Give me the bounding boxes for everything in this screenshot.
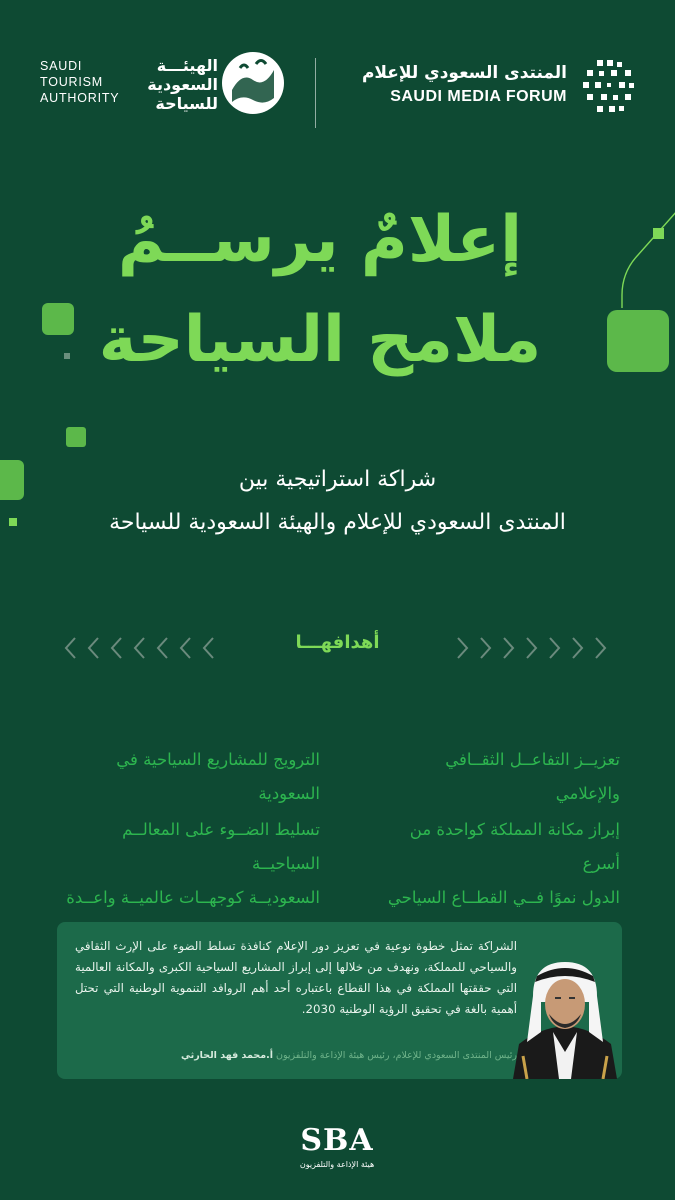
main-title-line-1: إعلامٌ يرســمُ bbox=[117, 203, 523, 277]
header-divider bbox=[315, 58, 316, 128]
subtitle-line-1: شراكة استراتيجية بين bbox=[238, 467, 437, 492]
quote-author-title: رئيس المنتدى السعودي للإعلام، رئيس هيئة الإذاعة والتلفزيون bbox=[276, 1050, 517, 1061]
quote-text: الشراكة تمثل خطوة نوعية في تعزيز دور الإعلام كنافذة تسلط الضوء على الإرث الثقافي والسياحي للمملكة، ونهدف من خلالها إلى إبراز المشاريع السياحية الكبرى والمكانة العالمية التي حققتها المملكة في هذا القطاع باعتباره أحد أهم الروافد التنموية الوطنية التي تحتل أهمية بالغة في تحقيق الرؤية الوطنية 2030. bbox=[75, 939, 517, 1016]
goal-item bbox=[380, 743, 620, 811]
smf-name-ar: المنتدى السعودي للإعلام bbox=[361, 63, 567, 83]
tourism-name-ar bbox=[122, 56, 218, 113]
deco-curve bbox=[610, 200, 675, 320]
sba-subtitle: هيئة الإذاعة والتلفزيون bbox=[299, 1160, 375, 1169]
goal-line: الترويج للمشاريع السياحية في السعودية bbox=[116, 750, 320, 803]
goal-line: تعزيــز التفاعــل الثقــافي والإعلامي bbox=[445, 750, 620, 803]
sba-mark: SBA bbox=[300, 1123, 374, 1158]
sba-logo bbox=[287, 1124, 387, 1169]
subtitle-line-2: المنتدى السعودي للإعلام والهيئة السعودية للسياحة bbox=[109, 510, 566, 535]
goal-item bbox=[55, 743, 320, 811]
tourism-ar-line: للسياحة bbox=[155, 94, 218, 113]
tourism-en-line: TOURISM bbox=[40, 75, 104, 89]
tourism-emblem-icon bbox=[220, 50, 286, 116]
goal-line: إبراز مكانة المملكة كواحدة من أسرع bbox=[409, 820, 620, 873]
saudi-media-forum-logo bbox=[345, 60, 640, 120]
deco-square bbox=[64, 353, 70, 359]
deco-square bbox=[9, 518, 17, 526]
quote-author bbox=[75, 1050, 517, 1061]
quote-author-name: أ.محمد فهد الحارثي bbox=[181, 1050, 273, 1061]
deco-square bbox=[66, 427, 86, 447]
goal-line: تسليط الضــوء على المعالــم السياحيــة bbox=[122, 820, 320, 873]
chevrons-right-icon bbox=[455, 634, 615, 662]
deco-square bbox=[0, 460, 24, 500]
deco-square bbox=[42, 303, 74, 335]
tourism-name-en bbox=[40, 58, 122, 106]
tourism-ar-line: الهيئـــة bbox=[156, 56, 218, 75]
goals-label: أهدافهـــا bbox=[295, 632, 380, 653]
goal-item bbox=[55, 813, 320, 915]
goal-line: الدول نموًا فــي القطــاع السياحي bbox=[387, 888, 620, 907]
portrait-avatar bbox=[509, 952, 621, 1079]
tourism-en-line: SAUDI bbox=[40, 59, 83, 73]
tourism-authority-logo bbox=[40, 50, 290, 130]
goal-item bbox=[380, 813, 620, 915]
smf-name-en: SAUDI MEDIA FORUM bbox=[390, 88, 567, 105]
goal-line: السعوديــة كوجهــات عالميــة واعــدة bbox=[66, 888, 320, 907]
tourism-ar-line: السعودية bbox=[147, 75, 218, 94]
goals-header bbox=[55, 630, 620, 666]
smf-dots-icon bbox=[583, 60, 635, 112]
tourism-en-line: AUTHORITY bbox=[40, 91, 120, 105]
main-title-line-2: ملامح السياحة bbox=[98, 303, 542, 377]
quote-card bbox=[57, 922, 622, 1079]
